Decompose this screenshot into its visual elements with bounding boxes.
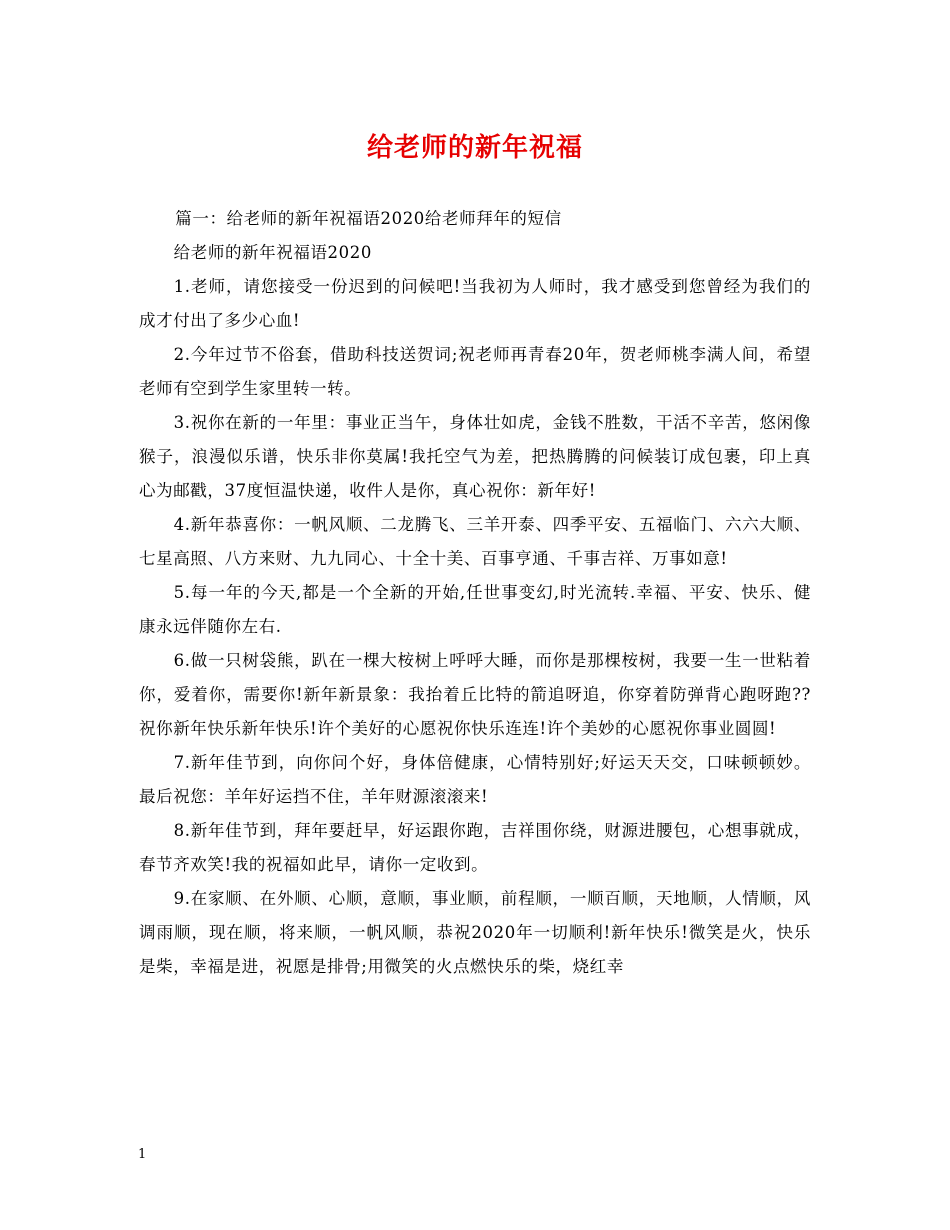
subheading: 给老师的新年祝福语2020 bbox=[173, 243, 372, 262]
paragraph-6: 6.做一只树袋熊，趴在一棵大桉树上呼呼大睡，而你是那棵桉树，我要一生一世粘着你，爱着你，需要你!新年新景象：我抬着丘比特的箭追呀追，你穿着防弹背心跑呀跑??祝你新年快乐新年快乐!许个美好的心愿祝你快乐连连!许个美妙的心愿祝你事业圆圆! bbox=[139, 651, 811, 738]
section-heading: 篇一：给老师的新年祝福语2020给老师拜年的短信 bbox=[175, 209, 562, 228]
paragraph-8: 8.新年佳节到，拜年要赶早，好运跟你跑，吉祥围你绕，财源进腰包，心想事就成，春节齐欢笑!我的祝福如此早，请你一定收到。 bbox=[139, 821, 811, 874]
document-title: 给老师的新年祝福 bbox=[366, 133, 583, 163]
page-number: 1 bbox=[138, 1147, 147, 1162]
paragraph-5: 5.每一年的今天,都是一个全新的开始,任世事变幻,时光流转.幸福、平安、快乐、健康永远伴随你左右. bbox=[139, 583, 811, 636]
paragraph-3: 3.祝你在新的一年里：事业正当午，身体壮如虎，金钱不胜数，干活不辛苦，悠闲像猴子，浪漫似乐谱，快乐非你莫属!我托空气为差，把热腾腾的问候装订成包裹，印上真心为邮戳，37度恒温快递，收件人是你，真心祝你：新年好! bbox=[139, 413, 811, 500]
paragraph-4: 4.新年恭喜你：一帆风顺、二龙腾飞、三羊开泰、四季平安、五福临门、六六大顺、七星高照、八方来财、九九同心、十全十美、百事亨通、千事吉祥、万事如意! bbox=[139, 515, 811, 568]
paragraph-9: 9.在家顺、在外顺、心顺，意顺，事业顺，前程顺，一顺百顺，天地顺，人情顺，风调雨顺，现在顺，将来顺，一帆风顺，恭祝2020年一切顺利!新年快乐!微笑是火，快乐是柴，幸福是进，祝愿是排骨;用微笑的火点燃快乐的柴，烧红幸 bbox=[139, 889, 811, 976]
document-body bbox=[139, 202, 811, 984]
paragraph-7: 7.新年佳节到，向你问个好，身体倍健康，心情特别好;好运天天交，口味顿顿妙。最后祝您：羊年好运挡不住，羊年财源滚滚来! bbox=[139, 753, 811, 806]
paragraph-2: 2.今年过节不俗套，借助科技送贺词;祝老师再青春20年，贺老师桃李满人间，希望老师有空到学生家里转一转。 bbox=[139, 345, 811, 398]
paragraph-1: 1.老师，请您接受一份迟到的问候吧!当我初为人师时，我才感受到您曾经为我们的成才付出了多少心血! bbox=[139, 277, 811, 330]
